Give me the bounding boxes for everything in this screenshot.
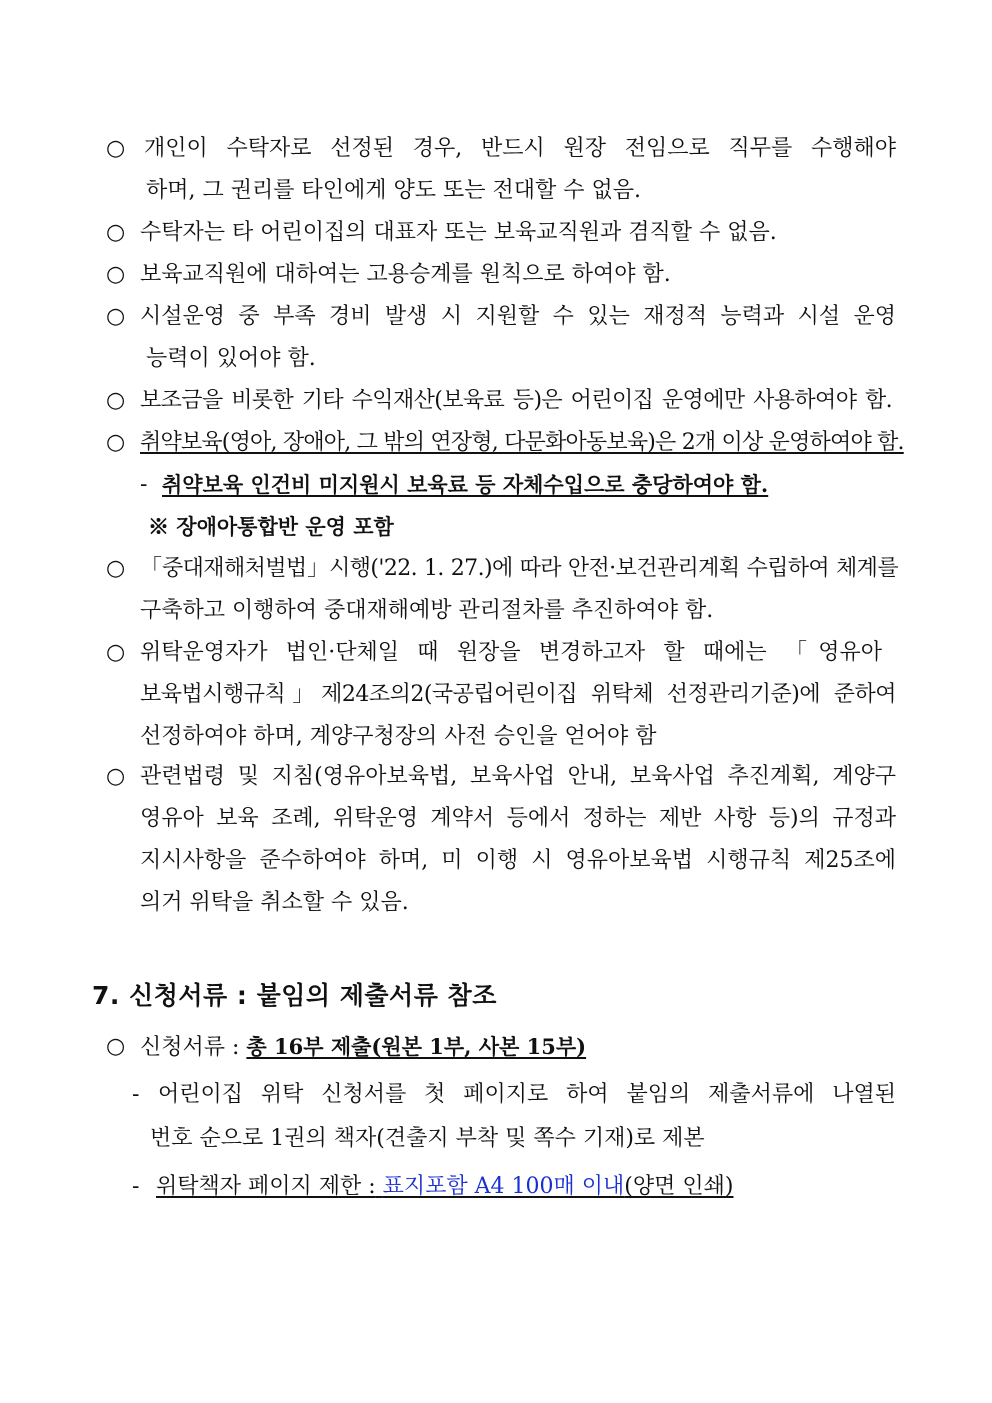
item-4-line-1: 시설운영 중 부족 경비 발생 시 지원할 수 있는 재정적 능력과 시설 운영 — [140, 304, 896, 329]
item-8-line-1: 위탁운영자가 법인·단체일 때 원장을 변경하고자 할 때에는 「영유아 — [140, 640, 882, 665]
application-docs-line — [140, 1032, 586, 1062]
item-5-line-1: 보조금을 비롯한 기타 수익재산(보육료 등)은 어린이집 운영에만 사용하여야 함. — [140, 388, 892, 413]
item-8-line-3: 선정하여야 하며, 계양구청장의 사전 승인을 얻어야 함 — [140, 724, 657, 749]
item-1-line-2: 하며, 그 권리를 타인에게 양도 또는 전대할 수 없음. — [146, 178, 641, 203]
item-3-line-1: 보육교직원에 대하여는 고용승계를 원칙으로 하여야 함. — [140, 262, 671, 287]
item-9-line-1: 관련법령 및 지침(영유아보육법, 보육사업 안내, 보육사업 추진계획, 계양구 — [140, 764, 896, 789]
bullet-circle: ○ — [106, 262, 126, 287]
item-7-line-2: 구축하고 이행하여 중대재해예방 관리절차를 추진하여야 함. — [140, 598, 714, 623]
bullet-circle: ○ — [106, 220, 126, 245]
item-6-line-1: 취약보육(영아, 장애아, 그 밖의 연장형, 다문화아동보육)은 2개 이상 운영하여야 함. — [140, 430, 904, 455]
item-2-line-1: 수탁자는 타 어린이집의 대표자 또는 보육교직원과 겸직할 수 없음. — [140, 220, 777, 245]
bullet-circle: ○ — [106, 1034, 126, 1059]
sub-item-childcare-cost: 취약보육 인건비 미지원시 보육료 등 자체수입으로 충당하여야 함. — [162, 472, 769, 497]
binding-instructions-line-2: 번호 순으로 1권의 책자(견출지 부착 및 쪽수 기재)로 제본 — [150, 1126, 705, 1151]
application-docs-count: 총 16부 제출(원본 1부, 사본 15부) — [246, 1034, 587, 1059]
section-7-heading: 7. 신청서류 : 붙임의 제출서류 참조 — [92, 981, 497, 1010]
dash-marker: - — [132, 1174, 140, 1199]
note-disabled-class: ※ 장애아통합반 운영 포함 — [148, 514, 394, 539]
binding-instructions-line-1: 어린이집 위탁 신청서를 첫 페이지로 하여 붙임의 제출서류에 나열된 — [158, 1082, 896, 1107]
bullet-circle: ○ — [106, 556, 126, 581]
page-limit-highlight: 표지포함 A4 100매 이내 — [382, 1174, 625, 1199]
bullet-circle: ○ — [106, 388, 126, 413]
item-9-line-4: 의거 위탁을 취소할 수 있음. — [140, 890, 409, 915]
bullet-circle: ○ — [106, 136, 126, 161]
bullet-circle: ○ — [106, 764, 126, 789]
application-docs-label: 신청서류 : — [140, 1035, 240, 1060]
dash-marker: - — [140, 472, 148, 497]
bullet-circle: ○ — [106, 430, 126, 455]
item-4-line-2: 능력이 있어야 함. — [146, 346, 316, 371]
page-limit-line — [156, 1172, 733, 1202]
page-limit-label: 위탁책자 페이지 제한 : — [156, 1174, 376, 1199]
dash-marker: - — [132, 1082, 140, 1107]
item-8-line-2: 보육법시행규칙」제24조의2(국공립어린이집 위탁체 선정관리기준)에 준하여 — [140, 682, 896, 707]
bullet-circle: ○ — [106, 304, 126, 329]
item-1-line-1: 개인이 수탁자로 선정된 경우, 반드시 원장 전임으로 직무를 수행해야 — [144, 136, 896, 161]
item-9-line-2: 영유아 보육 조례, 위탁운영 계약서 등에서 정하는 제반 사항 등)의 규정과 — [140, 806, 896, 831]
item-9-line-3: 지시사항을 준수하여야 하며, 미 이행 시 영유아보육법 시행규칙 제25조에 — [140, 848, 896, 873]
item-7-line-1: 「중대재해처벌법」시행('22. 1. 27.)에 따라 안전·보건관리계획 수립하여 체계를 — [140, 556, 898, 581]
bullet-circle: ○ — [106, 640, 126, 665]
page-limit-tail: (양면 인쇄) — [624, 1174, 734, 1199]
